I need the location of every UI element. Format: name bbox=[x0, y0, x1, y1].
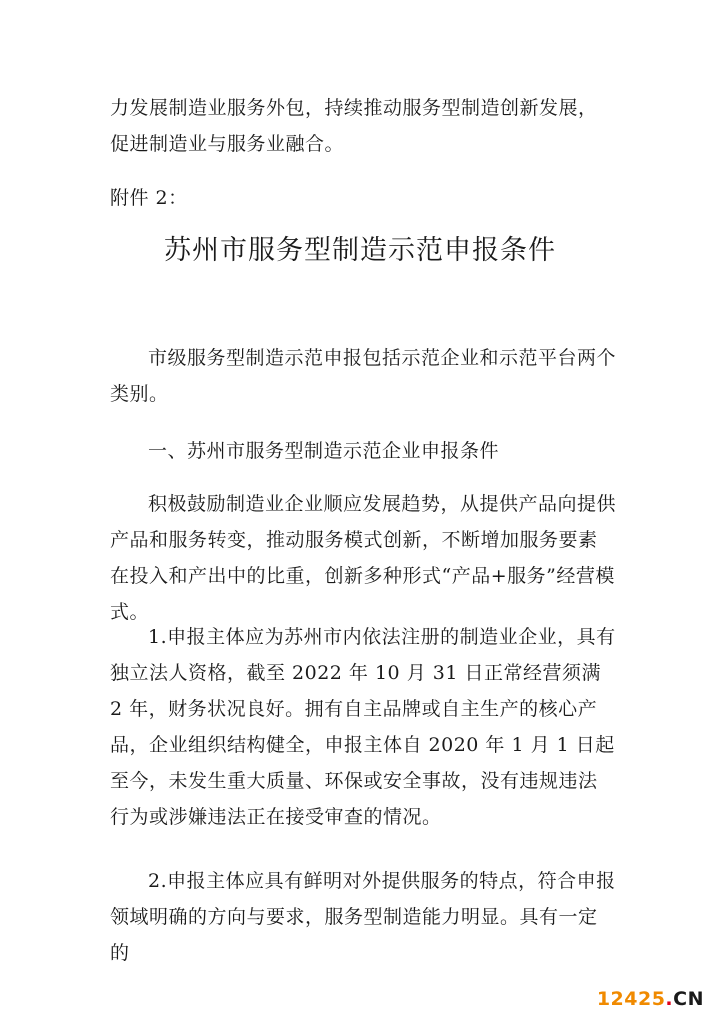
watermark-dot: . bbox=[665, 988, 674, 1010]
watermark-number: 12425 bbox=[596, 988, 666, 1010]
section-1-paragraph: 积极鼓励制造业企业顺应发展趋势，从提供产品向提供产品和服务转变，推动服务模式创新，不断增加服务要素在投入和产出中的比重，创新多种形式“产品+服务”经营模式。 bbox=[110, 493, 617, 623]
item-1-paragraph: 1.申报主体应为苏州市内依法注册的制造业企业，具有独立法人资格，截至 2022 年 10 月 31 日正常经营须满 2 年，财务状况良好。拥有自主品牌或自主生产的核心产品，企业组织结构健全，申报主体自 2020 年 1 月 1 日起至今，未发生重大质量、环保或安全事故，没有违规违法行为或涉嫌违法正在接受审查的情况。 bbox=[110, 626, 616, 828]
watermark-suffix: CN bbox=[673, 988, 704, 1010]
site-watermark-logo bbox=[597, 988, 704, 1010]
attachment-label: 附件 2： bbox=[110, 187, 188, 209]
intro-paragraph: 市级服务型制造示范申报包括示范企业和示范平台两个类别。 bbox=[110, 347, 617, 405]
item-2-paragraph: 2.申报主体应具有鲜明对外提供服务的特点，符合申报领域明确的方向与要求，服务型制造能力明显。具有一定的 bbox=[110, 870, 616, 964]
document-title: 苏州市服务型制造示范申报条件 bbox=[164, 235, 556, 266]
section-1-heading: 一、苏州市服务型制造示范企业申报条件 bbox=[148, 440, 500, 462]
continuation-paragraph: 力发展制造业服务外包，持续推动服务型制造创新发展，促进制造业与服务业融合。 bbox=[110, 97, 598, 155]
